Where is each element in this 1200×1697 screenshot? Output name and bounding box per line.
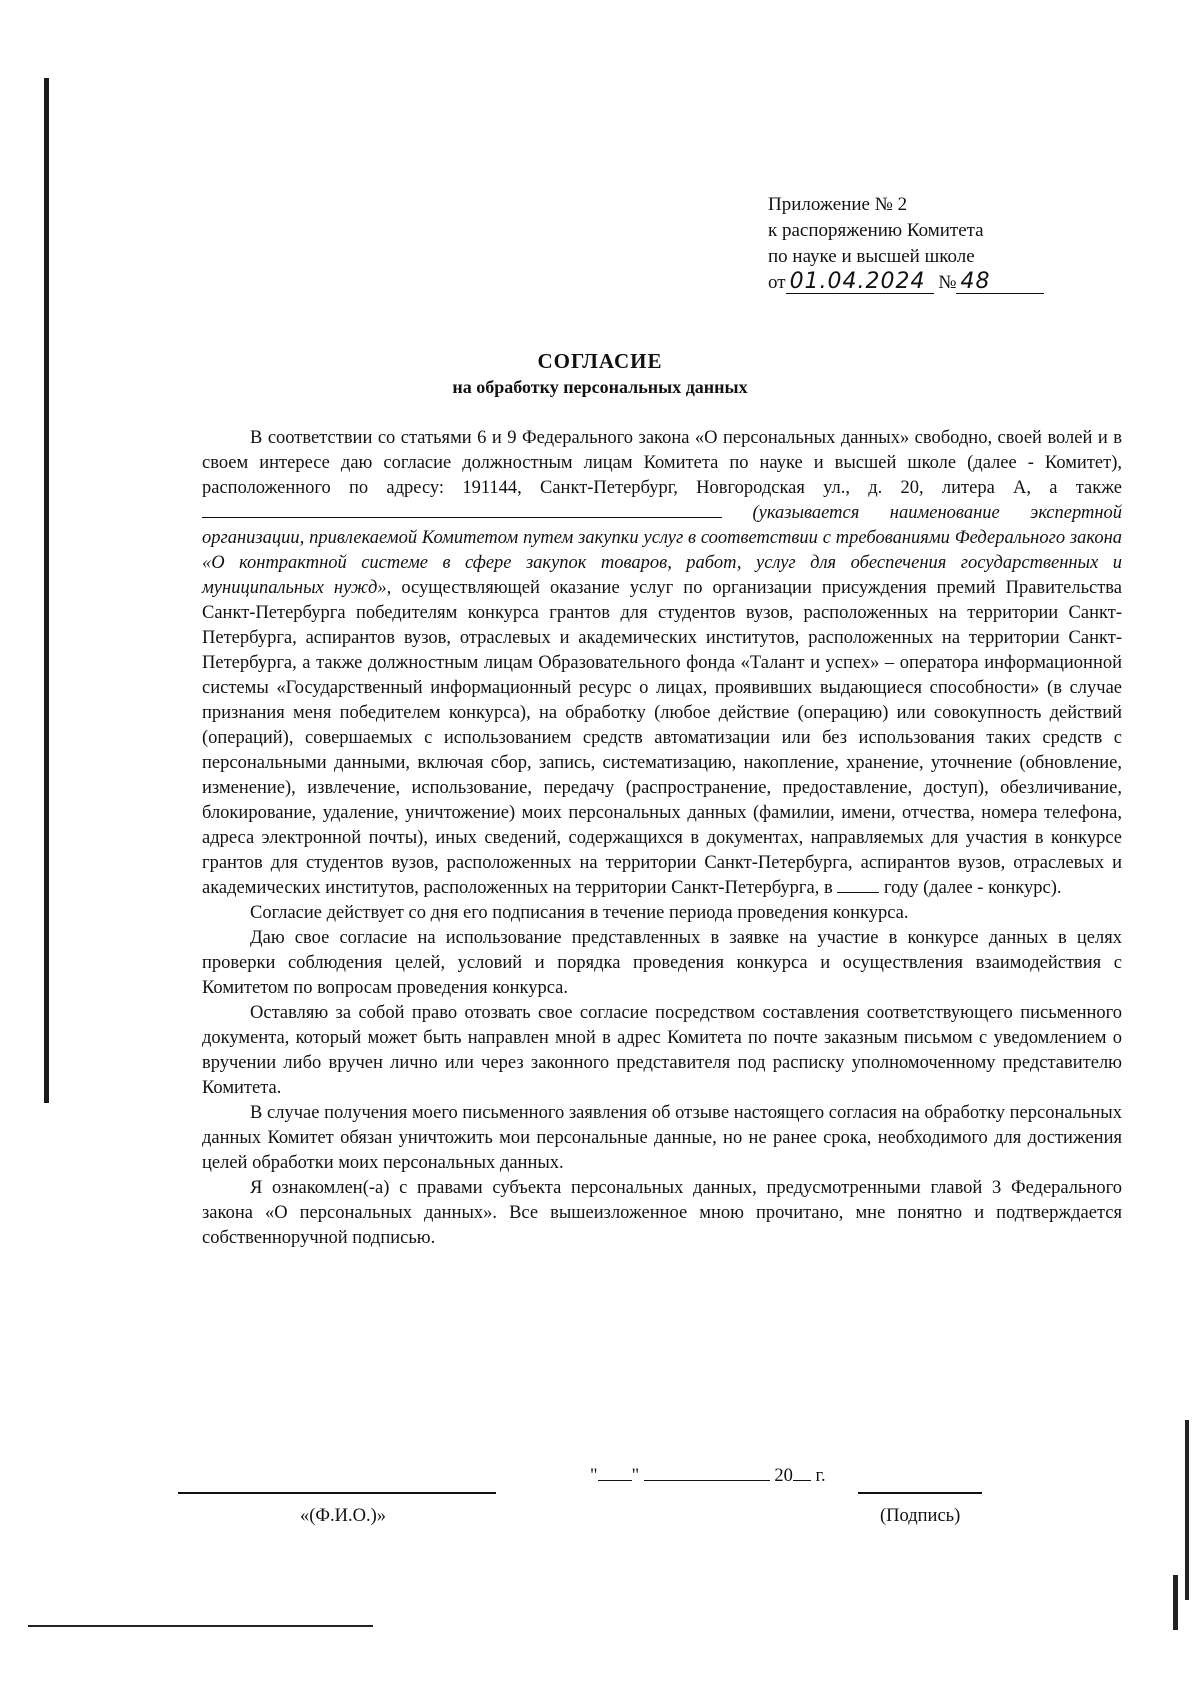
document-subtitle: на обработку персональных данных: [452, 377, 748, 397]
consent-text-start: В соответствии со статьями 6 и 9 Федерального закона «О персональных данных» свободно, своей волей и в своем интересе даю согласие должностным лицам Комитета по науке и высшей школе (далее - Комитет), расположенного по адресу: 191144, Санкт-Петербург, Новгородская ул., д. 20, литера А, а также: [202, 428, 1122, 498]
appendix-date-number: [768, 270, 1068, 296]
footnote-rule: [28, 1625, 373, 1627]
document-title-block: [0, 348, 1200, 400]
year-blank[interactable]: [837, 876, 879, 893]
fio-line[interactable]: [178, 1492, 496, 1494]
appendix-number: Приложение № 2: [768, 194, 908, 215]
expert-organization-hint: (указывается наименование экспертной организации, привлекаемой Комитетом путем закупки услуг в соответствии с требованиями Федерального закона «О контрактной системе в сфере закупок товаров, работ, услуг для обеспечения государственных и муниципальных нужд»,: [202, 503, 1122, 598]
consent-text-end: году (далее - конкурс).: [883, 878, 1062, 898]
handwritten-date: 01.04.2024: [786, 271, 934, 294]
signature-caption: (Подпись): [880, 1506, 961, 1526]
appendix-committee: по науке и высшей школе: [768, 246, 975, 267]
signature-line[interactable]: [858, 1492, 982, 1494]
year-prefix: 20: [774, 1466, 793, 1486]
month-blank[interactable]: [644, 1462, 770, 1481]
appendix-header: [768, 192, 1068, 296]
paragraph-consent: [202, 426, 1122, 901]
appendix-order-ref: к распоряжению Комитета: [768, 220, 984, 241]
scan-edge-mark: [1173, 1575, 1178, 1630]
date-quote-close: ": [631, 1466, 640, 1486]
fio-caption: «(Ф.И.О.)»: [300, 1506, 387, 1526]
year-suffix: г.: [815, 1466, 826, 1486]
handwritten-number: 48: [956, 271, 1044, 294]
paragraph-usage: Даю свое согласие на использование представленных в заявке на участие в конкурсе данных в целях проверки соблюдения целей, условий и порядка проведения конкурса и осуществления взаимодействия с Комитетом по вопросам проведения конкурса.: [202, 928, 1122, 998]
scan-edge-mark: [44, 78, 49, 1103]
paragraph-validity: Согласие действует со дня его подписания в течение периода проведения конкурса.: [250, 903, 909, 923]
signature-year-blank[interactable]: [793, 1462, 811, 1481]
paragraph-revocation: Оставляю за собой право отозвать свое согласие посредством составления соответствующего письменного документа, который может быть направлен мной в адрес Комитета по почте заказным письмом с уведомлением о вручении либо вручен лично или через законного представителя под расписку уполномоченному представителю Комитета.: [202, 1003, 1122, 1098]
signature-date: [590, 1462, 826, 1487]
consent-text-main: осуществляющей оказание услуг по организации присуждения премий Правительства Санкт-Петербурга победителям конкурса грантов для студентов вузов, расположенных на территории Санкт-Петербурга, аспирантов вузов, отраслевых и академических институтов, расположенных на территории Санкт-Петербурга, а также должностным лицам Образовательного фонда «Талант и успех» – оператора информационной системы «Государственный информационный ресурс о лицах, проявивших выдающиеся способности» (в случае признания меня победителем конкурса), на обработку (любое действие (операцию) или совокупность действий (операций), совершаемых с использованием средств автоматизации или без использования таких средств с персональными данными, включая сбор, запись, систематизацию, накопление, хранение, уточнение (обновление, изменение), извлечение, использование, передачу (распространение, предоставление, доступ), обезличивание, блокирование, удаление, уничтожение) моих персональных данных (фамилии, имени, отчества, номера телефона, адреса электронной почты), иных сведений, содержащихся в документах, направляемых для участия в конкурсе грантов для студентов вузов, расположенных на территории Санкт-Петербурга, аспирантов вузов, отраслевых и академических институтов, расположенных на территории Санкт-Петербурга, в: [202, 578, 1123, 898]
paragraph-acknowledgement: Я ознакомлен(-а) с правами субъекта персональных данных, предусмотренными главой 3 Федерального закона «О персональных данных». Все вышеизложенное мною прочитано, мне понятно и подтверждается собственноручной подписью.: [202, 1178, 1122, 1248]
document-body: [202, 426, 1122, 1251]
from-prefix: от: [768, 272, 786, 293]
number-prefix: №: [938, 272, 957, 293]
document-title: СОГЛАСИЕ: [537, 349, 663, 373]
expert-organization-blank[interactable]: [202, 501, 722, 518]
signature-section: [0, 1462, 1200, 1542]
date-quote-open: ": [590, 1466, 598, 1486]
paragraph-destruction: В случае получения моего письменного заявления об отзыве настоящего согласия на обработку персональных данных Комитет обязан уничтожить мои персональные данные, но не ранее срока, необходимого для достижения целей обработки моих персональных данных.: [202, 1103, 1122, 1173]
day-blank[interactable]: [598, 1462, 632, 1481]
